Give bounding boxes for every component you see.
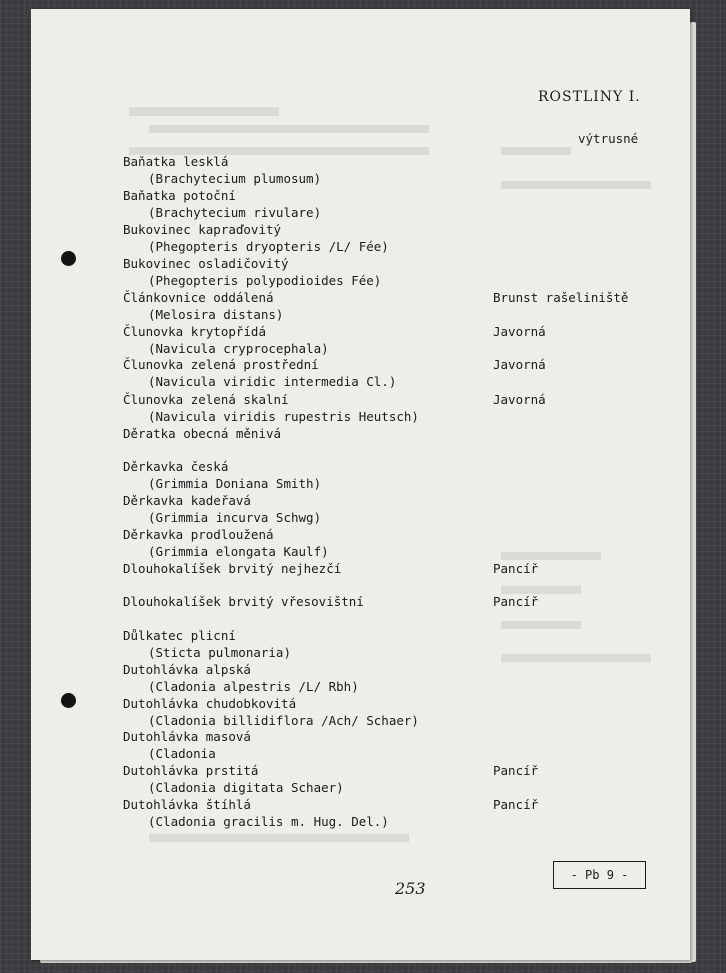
list-item [123, 728, 251, 762]
list-item [123, 153, 321, 187]
list-item [123, 255, 381, 289]
location: Pancíř [493, 763, 539, 778]
czech-name: Dutohlávka alpská [123, 662, 251, 677]
list-item [123, 762, 344, 796]
czech-name: Důlkatec plicní [123, 628, 236, 643]
bleed-through-line [129, 107, 279, 116]
page-number: 253 [395, 879, 426, 898]
bleed-through-line [501, 654, 651, 662]
czech-name: Děrkavka česká [123, 459, 229, 474]
czech-name: Baňatka lesklá [123, 154, 229, 169]
bleed-through-line [501, 621, 581, 629]
location: Pancíř [493, 594, 539, 609]
latin-name: (Cladonia [148, 746, 216, 761]
list-item [123, 425, 281, 442]
list-item [123, 221, 389, 255]
latin-name: (Brachytecium rivulare) [148, 205, 322, 220]
czech-name: Dlouhokalíšek brvitý nejhezčí [123, 561, 342, 576]
punch-hole-top [61, 251, 76, 266]
czech-name: Dlouhokalíšek brvitý vřesovištní [123, 594, 364, 609]
latin-name: (Melosira distans) [148, 307, 284, 322]
latin-name: (Grimmia Doniana Smith) [148, 476, 322, 491]
latin-name: (Cladonia alpestris /L/ Rbh) [148, 679, 359, 694]
czech-name: Dutohlávka chudobkovitá [123, 696, 297, 711]
czech-name: Bukovinec kapraďovitý [123, 222, 282, 237]
location: Javorná [493, 392, 546, 407]
czech-name: Baňatka potoční [123, 188, 236, 203]
bleed-through-line [149, 834, 409, 842]
latin-name: (Cladonia digitata Schaer) [148, 780, 344, 795]
list-item [123, 661, 359, 695]
list-item [123, 289, 283, 323]
czech-name: Člunovka zelená prostřední [123, 357, 319, 372]
page-edge-right [690, 22, 696, 962]
list-item [123, 458, 321, 492]
document-page [31, 9, 690, 960]
page-subtitle: výtrusné [578, 131, 639, 146]
czech-name: Dutohlávka masová [123, 729, 251, 744]
czech-name: Člunovka zelená skalní [123, 392, 289, 407]
latin-name: (Phegopteris dryopteris /L/ Fée) [148, 239, 389, 254]
czech-name: Bukovinec osladičovitý [123, 256, 289, 271]
latin-name: (Brachytecium plumosum) [148, 171, 322, 186]
bleed-through-line [501, 147, 571, 155]
location: Pancíř [493, 797, 539, 812]
czech-name: Dutohlávka štíhlá [123, 797, 251, 812]
list-item [123, 560, 341, 577]
list-item [123, 627, 291, 661]
bleed-through-line [501, 552, 601, 560]
punch-hole-bottom [61, 693, 76, 708]
location: Javorná [493, 357, 546, 372]
czech-name: Článkovnice oddálená [123, 290, 274, 305]
list-item [123, 356, 396, 390]
latin-name: (Navicula viridic intermedia Cl.) [148, 374, 397, 389]
location: Brunst rašeliniště [493, 290, 629, 305]
bleed-through-line [501, 181, 651, 189]
latin-name: (Cladonia gracilis m. Hug. Del.) [148, 814, 389, 829]
czech-name: Děratka obecná měnivá [123, 426, 282, 441]
latin-name: (Grimmia elongata Kaulf) [148, 544, 329, 559]
page-title: ROSTLINY I. [538, 89, 641, 105]
czech-name: Člunovka krytopřídá [123, 324, 266, 339]
list-item [123, 526, 329, 560]
location: Pancíř [493, 561, 539, 576]
latin-name: (Cladonia billidiflora /Ach/ Schaer) [148, 713, 419, 728]
document-code-box: - Pb 9 - [553, 861, 646, 889]
list-item [123, 391, 419, 425]
latin-name: (Sticta pulmonaria) [148, 645, 291, 660]
list-item [123, 492, 321, 526]
latin-name: (Grimmia incurva Schwg) [148, 510, 322, 525]
czech-name: Děrkavka kadeřavá [123, 493, 251, 508]
latin-name: (Phegopteris polypodioides Fée) [148, 273, 382, 288]
bleed-through-line [149, 125, 429, 133]
list-item [123, 187, 321, 221]
czech-name: Děrkavka prodloužená [123, 527, 274, 542]
list-item [123, 695, 419, 729]
location: Javorná [493, 324, 546, 339]
latin-name: (Navicula cryprocephala) [148, 341, 329, 356]
latin-name: (Navicula viridis rupestris Heutsch) [148, 409, 419, 424]
list-item [123, 593, 364, 610]
list-item [123, 323, 329, 357]
list-item [123, 796, 389, 830]
czech-name: Dutohlávka prstitá [123, 763, 259, 778]
